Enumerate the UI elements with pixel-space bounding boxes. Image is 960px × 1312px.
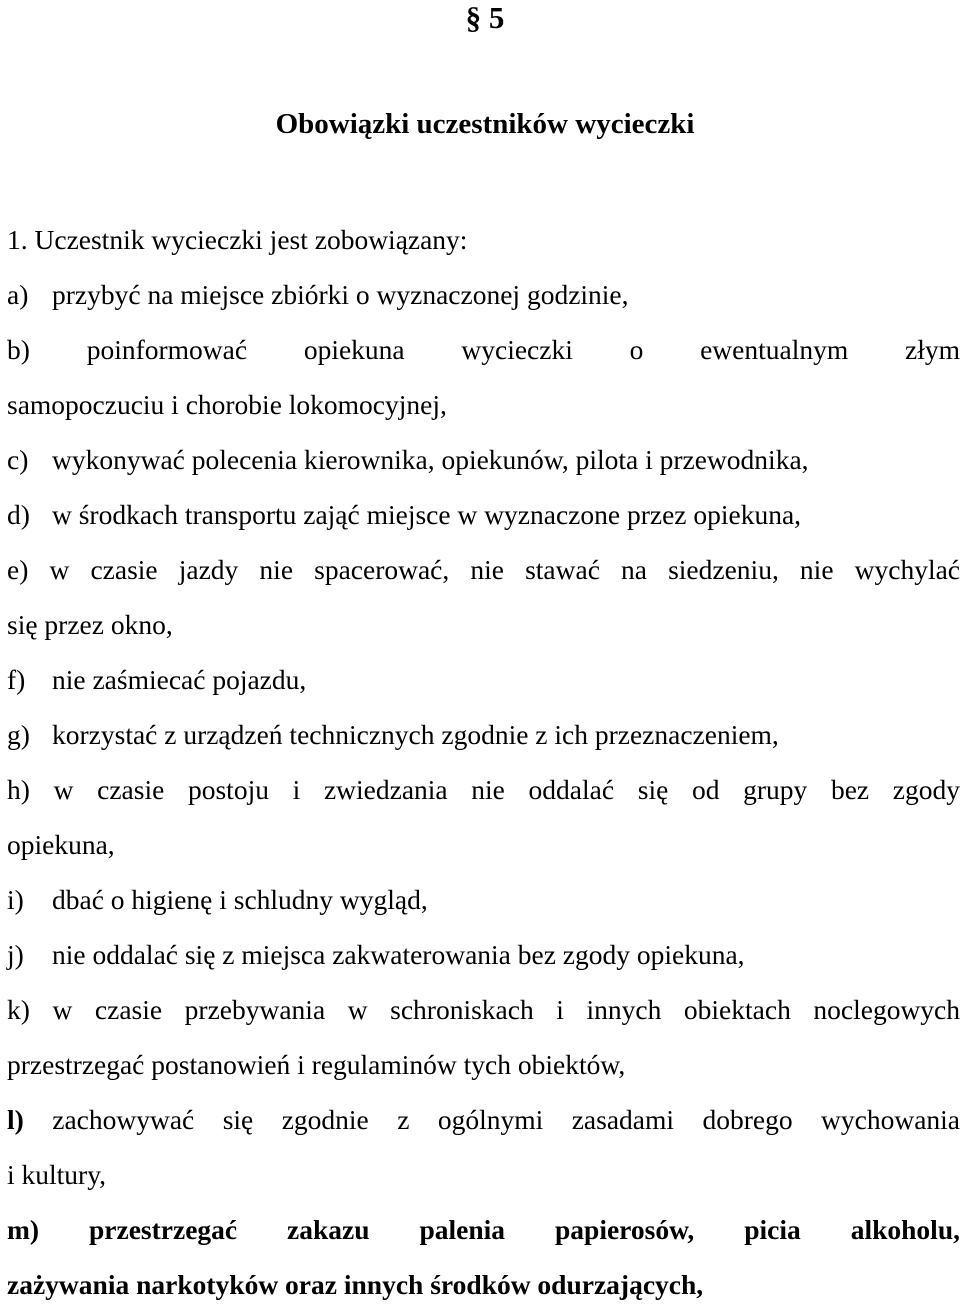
item-text: w czasie jazdy nie spacerować, nie stawać na siedzeniu, nie wychylać [50, 554, 960, 585]
item-marker: h) [7, 774, 30, 805]
list-item-b-line1 [7, 322, 960, 377]
item-text: w czasie przebywania w schroniskach i innych obiektach noclegowych [53, 994, 960, 1025]
list-item-a [7, 267, 960, 322]
item-text: korzystać z urządzeń technicznych zgodnie z ich przeznaczeniem, [52, 719, 779, 750]
list-item-c [7, 432, 960, 487]
list-item-m-line2: zażywania narkotyków oraz innych środków odurzających, [7, 1257, 960, 1312]
list-item-e-line1 [7, 542, 960, 597]
list-item-e-line2: się przez okno, [7, 597, 960, 652]
item-marker: j) [7, 927, 52, 982]
item-marker: b) [7, 334, 30, 365]
item-marker: d) [7, 487, 52, 542]
list-item-d [7, 487, 960, 542]
obligations-list [7, 212, 960, 1312]
item-text: nie oddalać się z miejsca zakwaterowania bez zgody opiekuna, [52, 939, 745, 970]
section-title: Obowiązki uczestników wycieczki [0, 104, 960, 144]
item-text: przybyć na miejsce zbiórki o wyznaczonej godzinie, [52, 279, 629, 310]
item-marker: k) [7, 994, 30, 1025]
item-marker: l) [7, 1104, 24, 1135]
item-marker: g) [7, 707, 52, 762]
item-text: nie zaśmiecać pojazdu, [52, 664, 306, 695]
item-marker: e) [7, 554, 28, 585]
list-item-g [7, 707, 960, 762]
item-marker: i) [7, 872, 52, 927]
item-text: poinformować opiekuna wycieczki o ewentualnym złym [87, 334, 960, 365]
item-text: dbać o higienę i schludny wygląd, [52, 884, 428, 915]
list-item-j [7, 927, 960, 982]
list-item-l-line1 [7, 1092, 960, 1147]
list-item-k-line1 [7, 982, 960, 1037]
list-item-k-line2: przestrzegać postanowień i regulaminów tych obiektów, [7, 1037, 960, 1092]
item-marker: m) [7, 1214, 39, 1245]
item-text: przestrzegać zakazu palenia papierosów, picia alkoholu, [89, 1214, 960, 1245]
list-item-b-line2: samopoczuciu i chorobie lokomocyjnej, [7, 377, 960, 432]
item-marker: c) [7, 432, 52, 487]
item-marker: a) [7, 267, 52, 322]
item-text: wykonywać polecenia kierownika, opiekunów, pilota i przewodnika, [52, 444, 809, 475]
list-item-i [7, 872, 960, 927]
list-item-f [7, 652, 960, 707]
section-number: § 5 [0, 0, 960, 38]
item-marker: f) [7, 652, 52, 707]
intro-paragraph: 1. Uczestnik wycieczki jest zobowiązany: [7, 212, 960, 267]
list-item-l-line2: i kultury, [7, 1147, 960, 1202]
item-text: w czasie postoju i zwiedzania nie oddalać się od grupy bez zgody [54, 774, 960, 805]
item-text: zachowywać się zgodnie z ogólnymi zasadami dobrego wychowania [52, 1104, 960, 1135]
list-item-h-line1 [7, 762, 960, 817]
list-item-m-line1 [7, 1202, 960, 1257]
item-text: w środkach transportu zająć miejsce w wyznaczone przez opiekuna, [52, 499, 801, 530]
list-item-h-line2: opiekuna, [7, 817, 960, 872]
